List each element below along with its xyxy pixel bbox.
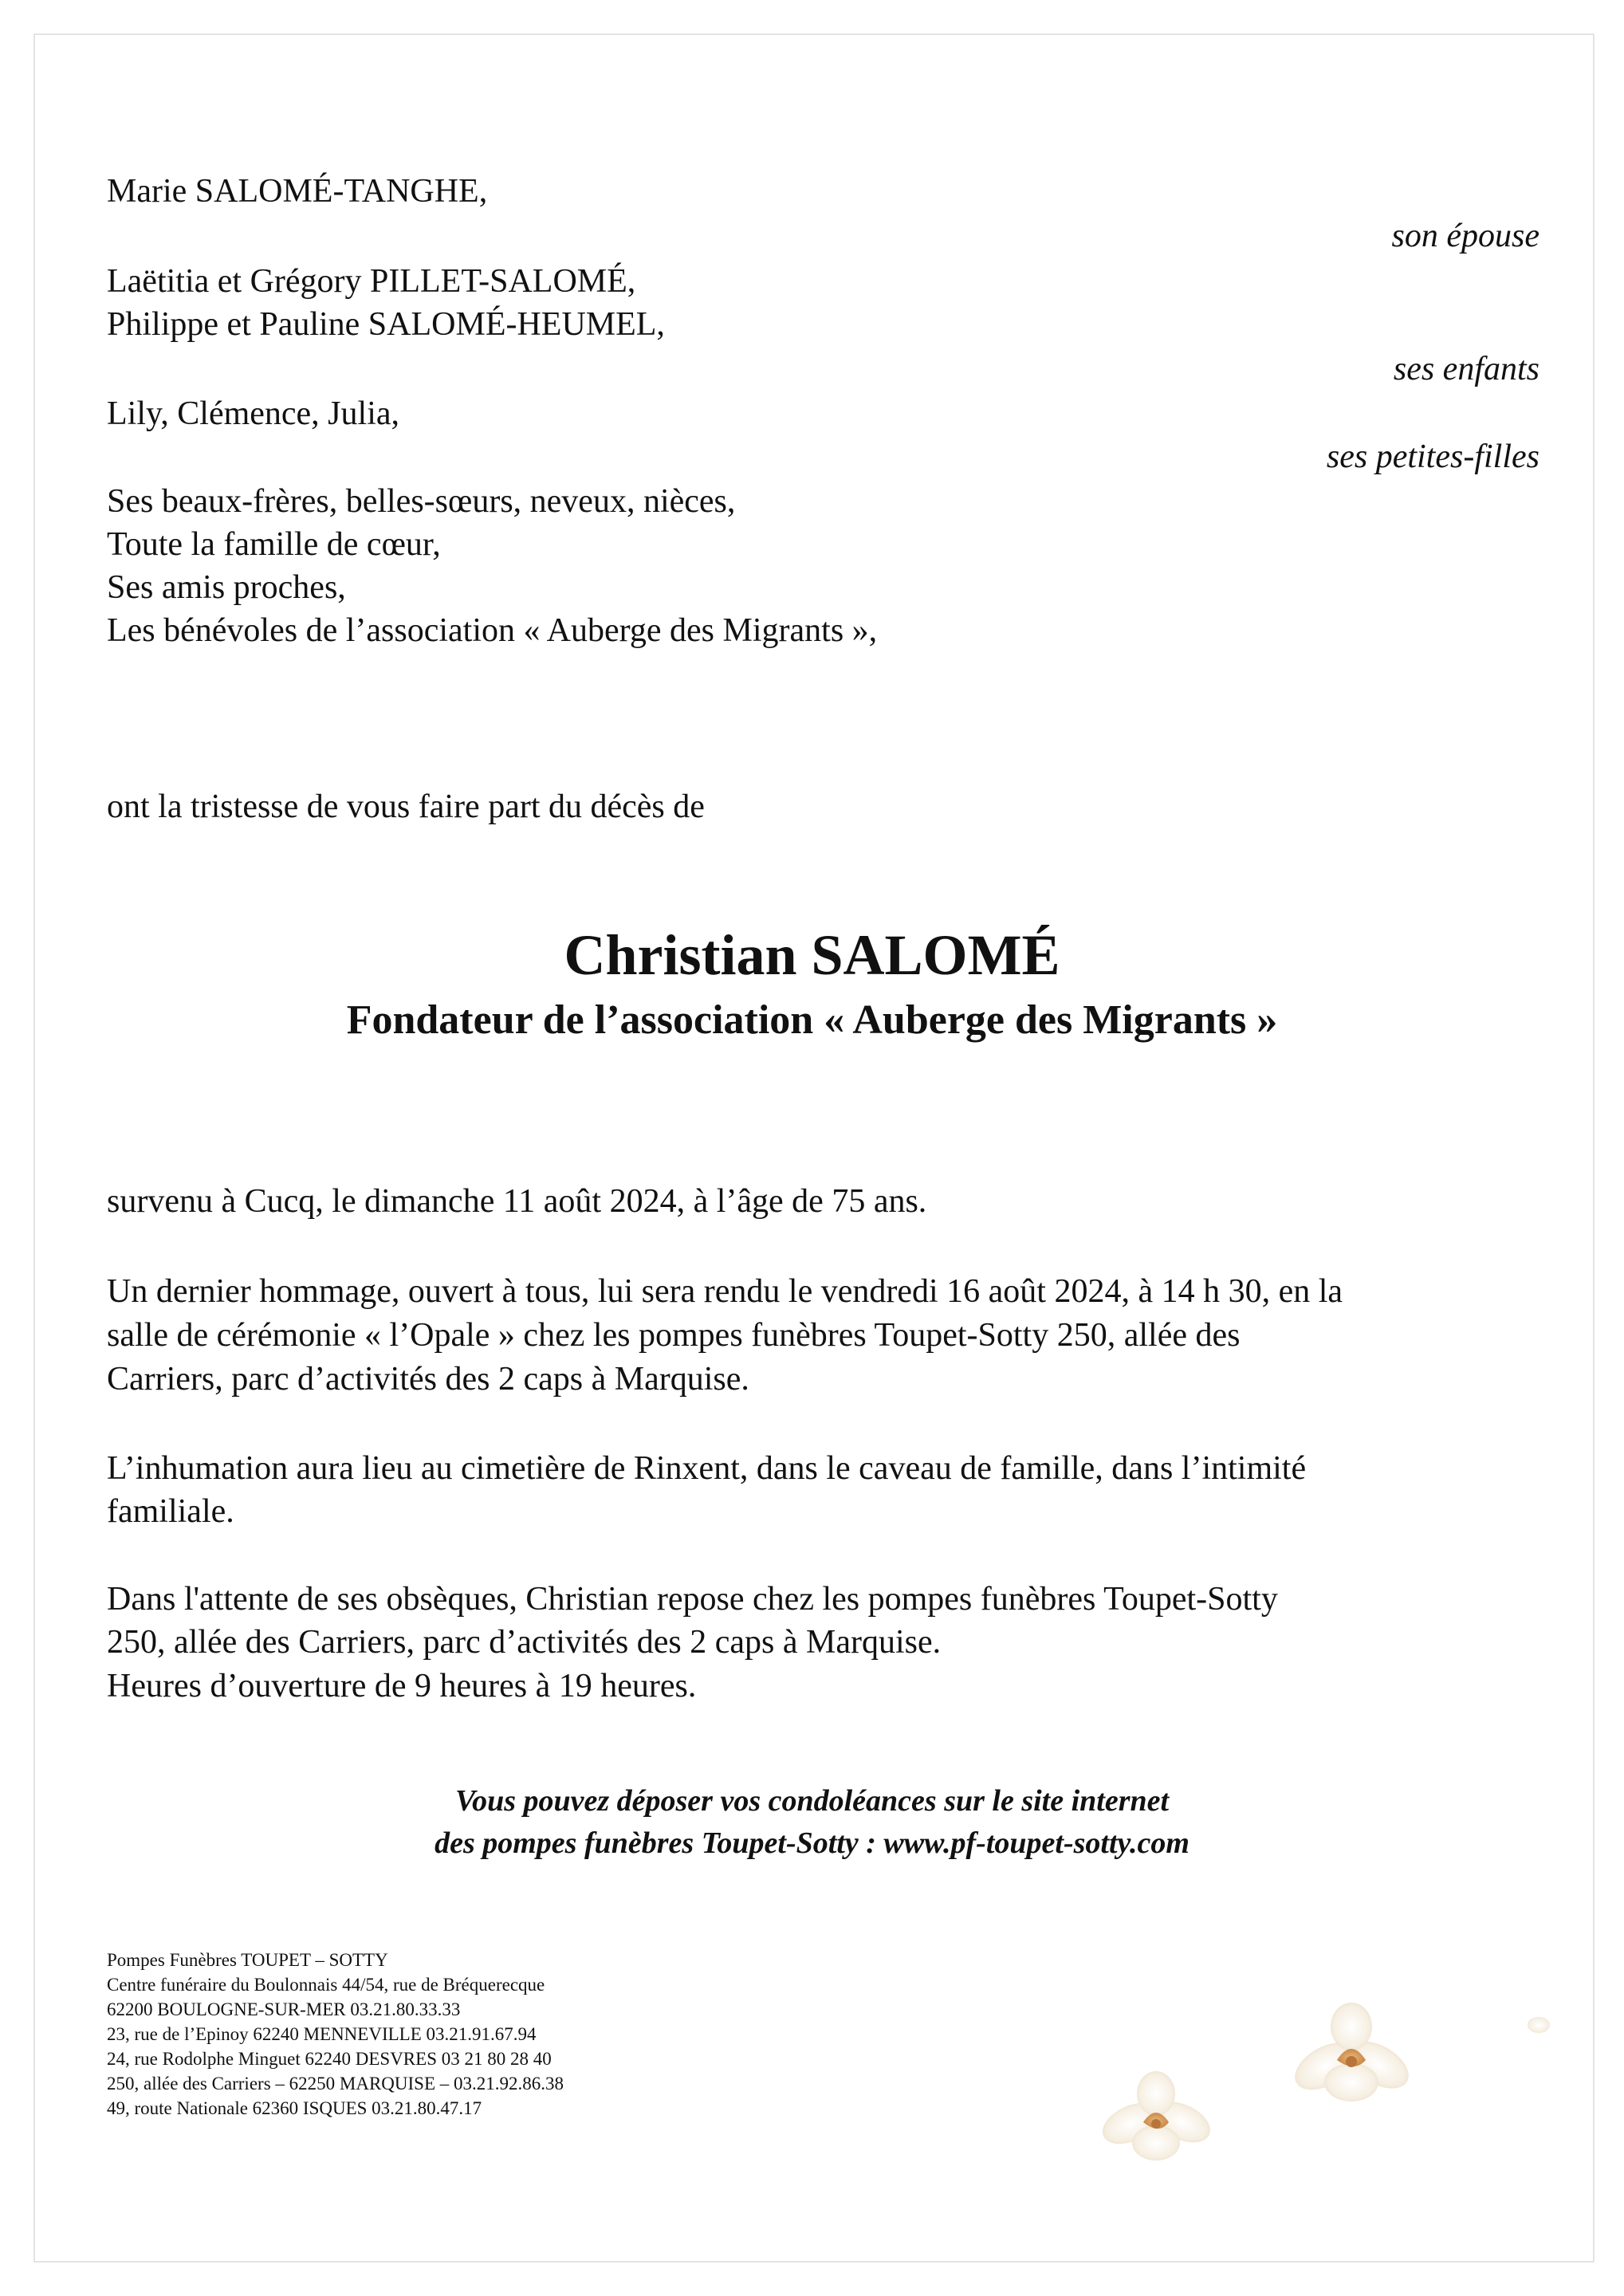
relation-spouse: son épouse	[1391, 218, 1539, 254]
white-orchid-flowers-icon	[1068, 1993, 1595, 2200]
death-details: survenu à Cucq, le dimanche 11 août 2024, à l’âge de 75 ans.	[107, 1183, 927, 1220]
deceased-title: Fondateur de l’association « Auberge des Migrants »	[346, 997, 1278, 1043]
funeral-home-address-1: Centre funéraire du Boulonnais 44/54, rue de Bréquerecque	[107, 1975, 545, 1995]
condolences-line-2: des pompes funèbres Toupet-Sotty : www.pf-toupet-sotty.com	[435, 1826, 1189, 1860]
funeral-home-address-2: 62200 BOULOGNE-SUR-MER 03.21.80.33.33	[107, 1999, 461, 2019]
funeral-home-address-6: 49, route Nationale 62360 ISQUES 03.21.80.47.17	[107, 2098, 482, 2118]
rest-line-2: 250, allée des Carriers, parc d’activités des 2 caps à Marquise.	[107, 1624, 942, 1661]
ceremony-line-1: Un dernier hommage, ouvert à tous, lui sera rendu le vendredi 16 août 2024, à 14 h 30, en la	[107, 1273, 1343, 1310]
condolences-line-1: Vous pouvez déposer vos condoléances sur le site internet	[454, 1784, 1170, 1818]
announcement-text: ont la tristesse de vous faire part du décès de	[107, 788, 705, 825]
orchid-lower-icon	[1096, 2071, 1217, 2160]
page-border	[33, 33, 1595, 2263]
relation-children: ses enfants	[1393, 351, 1539, 387]
orchid-bud-icon	[1528, 2017, 1550, 2033]
rest-line-3: Heures d’ouverture de 9 heures à 19 heures.	[107, 1668, 697, 1704]
burial-line-1: L’inhumation aura lieu au cimetière de Rinxent, dans le caveau de famille, dans l’intimité	[107, 1450, 1307, 1487]
burial-line-2: familiale.	[107, 1493, 234, 1530]
family-line-heart-family: Toute la famille de cœur,	[107, 526, 441, 563]
family-line-in-laws: Ses beaux-frères, belles-sœurs, neveux, nièces,	[107, 483, 736, 520]
family-line-child-1: Laëtitia et Grégory PILLET-SALOMÉ,	[107, 263, 636, 300]
family-line-volunteers: Les bénévoles de l’association « Auberge des Migrants »,	[107, 612, 878, 649]
funeral-home-address-3: 23, rue de l’Epinoy 62240 MENNEVILLE 03.21.91.67.94	[107, 2024, 537, 2044]
deceased-name: Christian SALOMÉ	[564, 923, 1060, 987]
family-line-friends: Ses amis proches,	[107, 569, 346, 606]
relation-grandchildren: ses petites-filles	[1326, 438, 1539, 475]
funeral-home-address-4: 24, rue Rodolphe Minguet 62240 DESVRES 03 21 80 28 40	[107, 2049, 552, 2069]
family-line-spouse: Marie SALOMÉ-TANGHE,	[107, 173, 488, 210]
ceremony-line-2: salle de cérémonie « l’Opale » chez les pompes funèbres Toupet-Sotty 250, allée des	[107, 1317, 1241, 1354]
rest-line-1: Dans l'attente de ses obsèques, Christian repose chez les pompes funèbres Toupet-Sotty	[107, 1581, 1278, 1618]
family-line-child-2: Philippe et Pauline SALOMÉ-HEUMEL,	[107, 306, 665, 343]
ceremony-line-3: Carriers, parc d’activités des 2 caps à Marquise.	[107, 1361, 749, 1398]
funeral-home-name: Pompes Funèbres TOUPET – SOTTY	[107, 1950, 388, 1970]
orchid-upper-icon	[1287, 2003, 1417, 2101]
family-line-grandchildren: Lily, Clémence, Julia,	[107, 395, 400, 432]
funeral-home-address-5: 250, allée des Carriers – 62250 MARQUISE – 03.21.92.86.38	[107, 2074, 564, 2094]
